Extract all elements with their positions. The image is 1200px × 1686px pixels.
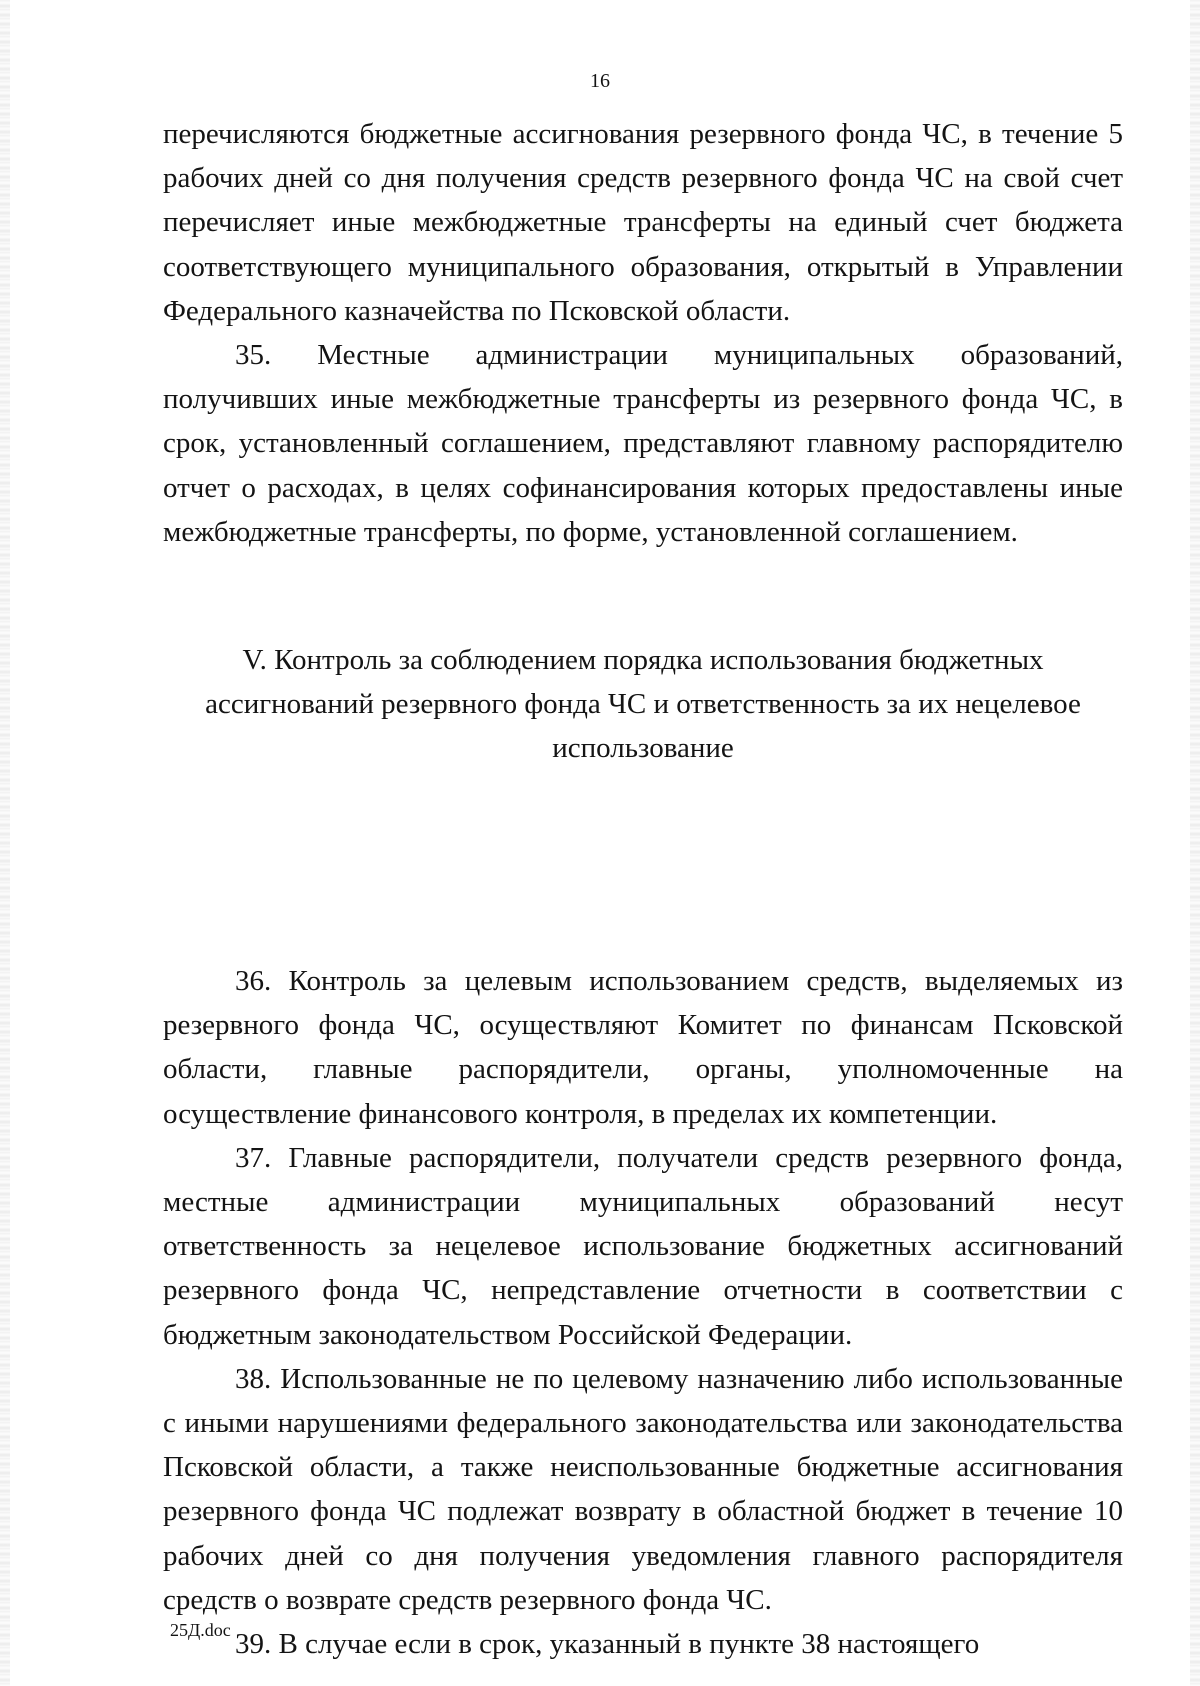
paragraph-35: 35. Местные администрации муниципальных образований, получивших иные межбюджетные трансферты из резервного фонда ЧС, в срок, установленный соглашением, представляют главному распорядителю отчет о расходах, в целях софинансирования которых предоставлены иные межбюджетные трансферты, по форме, установленной соглашением. bbox=[163, 339, 1123, 548]
section-heading-line-2: ассигнований резервного фонда ЧС и ответственность за их нецелевое bbox=[205, 688, 1081, 720]
scan-edge-right bbox=[1190, 0, 1200, 1686]
paragraph-36: 36. Контроль за целевым использованием средств, выделяемых из резервного фонда ЧС, осуществляют Комитет по финансам Псковской области, главные распорядители, органы, уполномоченные на осуществление финансового контроля, в пределах их компетенции. bbox=[163, 965, 1123, 1130]
page-number: 16 bbox=[590, 70, 610, 92]
paragraph-39: 39. В случае если в срок, указанный в пункте 38 настоящего bbox=[235, 1628, 980, 1661]
section-heading-line-3: использование bbox=[552, 732, 734, 764]
scan-edge-left bbox=[0, 0, 10, 1686]
section-heading bbox=[163, 638, 1123, 770]
section-heading-line-1: V. Контроль за соблюдением порядка использования бюджетных bbox=[242, 644, 1044, 676]
text-block-lower bbox=[163, 959, 1123, 1666]
text-block-upper bbox=[163, 112, 1123, 554]
paragraph-38: 38. Использованные не по целевому назначению либо использованные с иными нарушениями федерального законодательства или законодательства Псковской области, а также неиспользованные бюджетные ассигнования резервного фонда ЧС подлежат возврату в областной бюджет в течение 10 рабочих дней со дня получения уведомления главного распорядителя средств о возврате средств резервного фонда ЧС. bbox=[163, 1362, 1123, 1616]
footer-filename: 25Д.doc bbox=[170, 1620, 231, 1640]
paragraph-continuation: перечисляются бюджетные ассигнования резервного фонда ЧС, в течение 5 рабочих дней со дня получения средств резервного фонда ЧС на свой счет перечисляет иные межбюджетные трансферты на единый счет бюджета соответствующего муниципального образования, открытый в Управлении Федерального казначейства по Псковской области. bbox=[163, 118, 1123, 327]
paragraph-37: 37. Главные распорядители, получатели средств резервного фонда, местные администрации муниципальных образований несут ответственность за нецелевое использование бюджетных ассигнований резервного фонда ЧС, непредставление отчетности в соответствии с бюджетным законодательством Российской Федерации. bbox=[163, 1141, 1123, 1351]
